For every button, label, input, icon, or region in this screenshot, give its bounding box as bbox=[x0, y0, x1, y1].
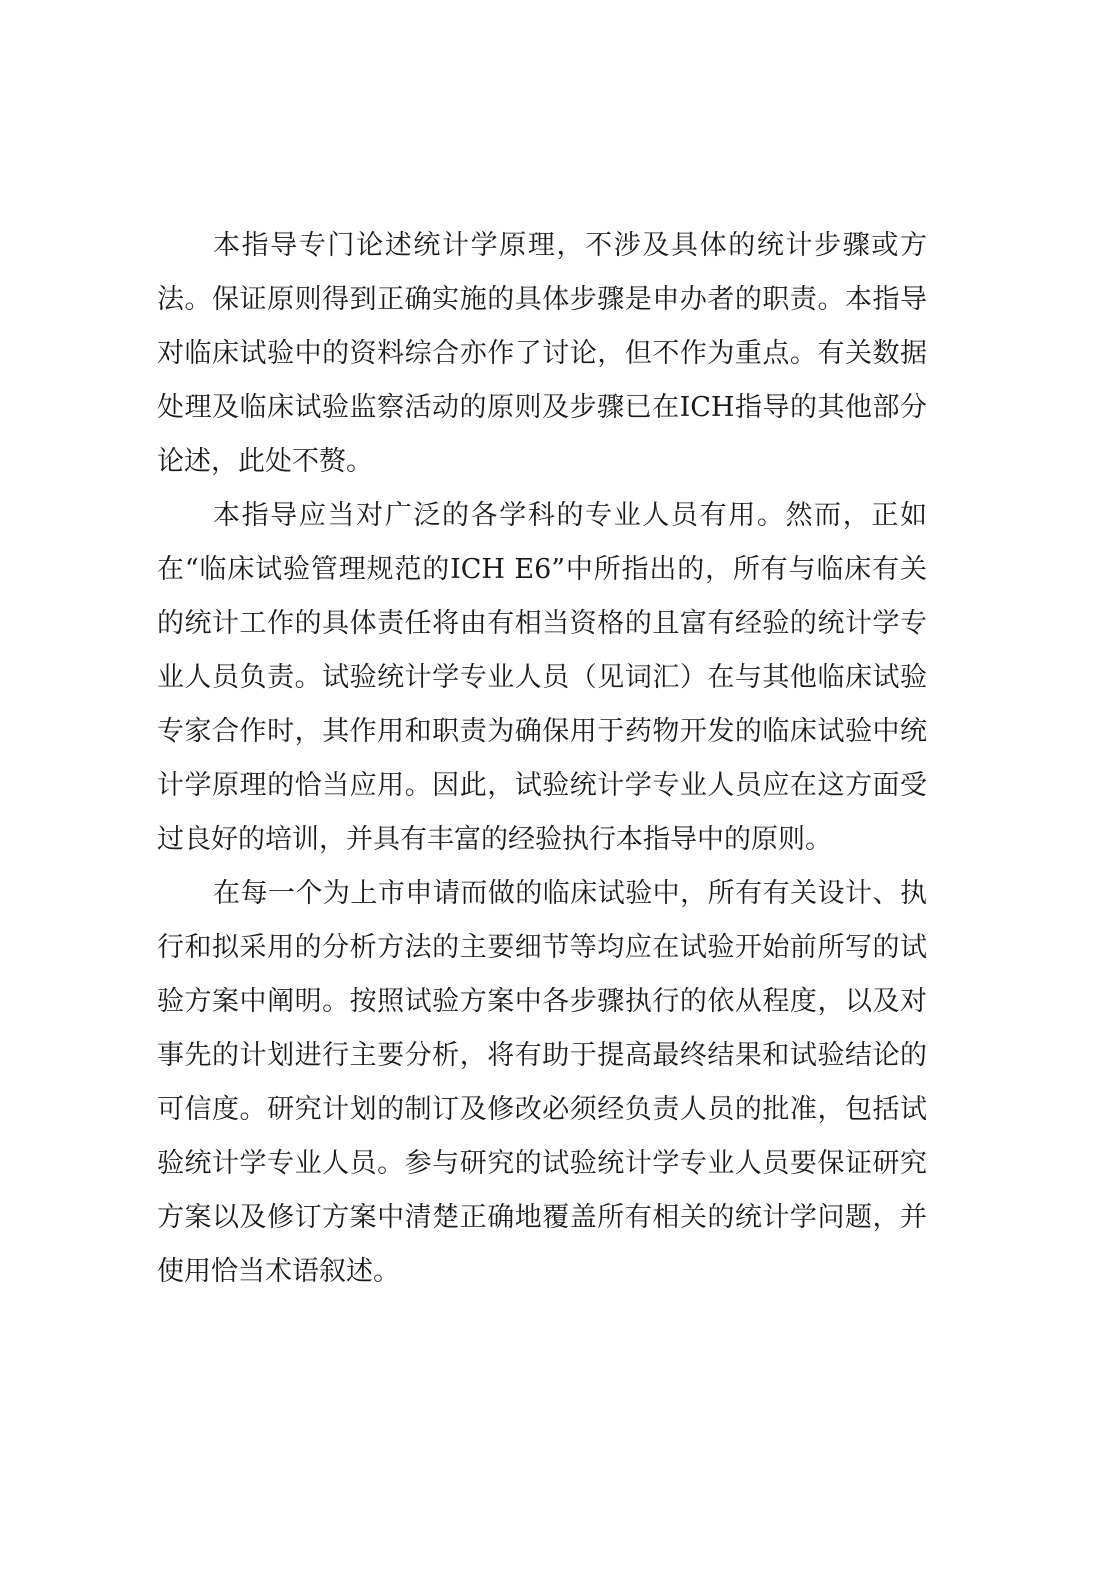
paragraph-audience: 本指导应当对广泛的各学科的专业人员有用。然而，正如在“临床试验管理规范的ICH E6”中所指出的，所有与临床有关的统计工作的具体责任将由有相当资格的且富有经验的统计学专业人员负责。试验统计学专业人员（见词汇）在与其他临床试验专家合作时，其作用和职责为确保用于药物开发的临床试验中统计学原理的恰当应用。因此，试验统计学专业人员应在这方面受过良好的培训，并具有丰富的经验执行本指导中的原则。 bbox=[157, 500, 927, 855]
body-text bbox=[157, 219, 927, 1299]
paragraph-scope: 本指导专门论述统计学原理，不涉及具体的统计步骤或方法。保证原则得到正确实施的具体步骤是申办者的职责。本指导对临床试验中的资料综合亦作了讨论，但不作为重点。有关数据处理及临床试验监察活动的原则及步骤已在ICH指导的其他部分论述，此处不赘。 bbox=[157, 230, 927, 477]
paragraph-protocol: 在每一个为上市申请而做的临床试验中，所有有关设计、执行和拟采用的分析方法的主要细节等均应在试验开始前所写的试验方案中阐明。按照试验方案中各步骤执行的依从程度，以及对事先的计划进行主要分析，将有助于提高最终结果和试验结论的可信度。研究计划的制订及修改必须经负责人员的批准，包括试验统计学专业人员。参与研究的试验统计学专业人员要保证研究方案以及修订方案中清楚正确地覆盖所有相关的统计学问题，并使用恰当术语叙述。 bbox=[157, 878, 927, 1287]
